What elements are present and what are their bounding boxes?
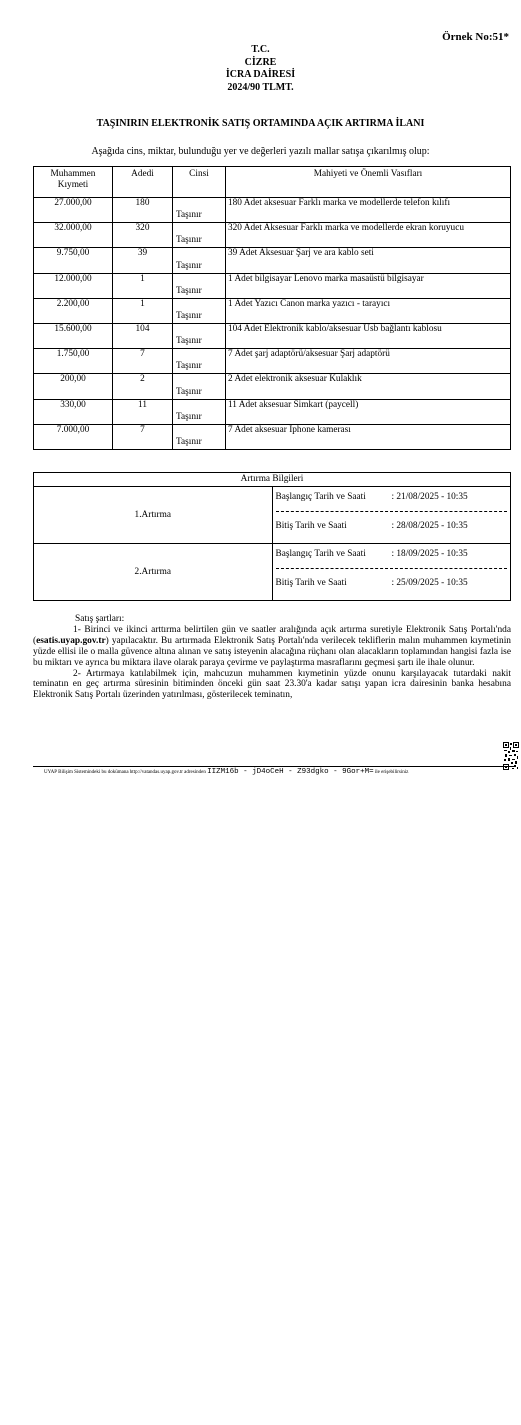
item-type: Taşınır bbox=[176, 310, 202, 321]
item-description: 39 Adet Aksesuar Şarj ve ara kablo seti bbox=[226, 248, 511, 273]
footer-suffix: ile erişebilirsiniz bbox=[374, 770, 409, 775]
item-qty: 7 bbox=[113, 349, 173, 374]
auction-end bbox=[276, 521, 468, 531]
auction-end bbox=[276, 578, 468, 588]
table-row bbox=[34, 424, 511, 449]
item-description: 7 Adet aksesuar Iphone kamerası bbox=[226, 424, 511, 449]
item-value: 12.000,00 bbox=[34, 273, 113, 298]
document-header bbox=[0, 44, 521, 94]
condition-2: 2- Artırmaya katılabilmek için, mahcuzun muhammen kıymetinin yüzde onunu karşılayacak tutardaki nakit teminatın en geç artırma süresinin bitiminden önceki gün saat 23.30'a kadar satışı yapan icra dairesinin banka hesabına Elektronik Satış Portalı üzerinden yatırılması, gösterilecek teminatın, bbox=[33, 668, 511, 701]
auction-round bbox=[34, 487, 511, 544]
item-value: 32.000,00 bbox=[34, 223, 113, 248]
start-label: Başlangıç Tarih ve Saati bbox=[275, 549, 366, 559]
item-description: 1 Adet bilgisayar Lenovo marka masaüstü bilgisayar bbox=[226, 273, 511, 298]
table-row bbox=[34, 298, 511, 323]
auction-start bbox=[276, 549, 468, 559]
item-type: Taşınır bbox=[176, 411, 202, 422]
item-description: 11 Adet aksesuar Simkart (paycell) bbox=[226, 399, 511, 424]
item-type: Taşınır bbox=[176, 361, 202, 372]
item-description: 104 Adet Elektronik kablo/aksesuar Usb bağlantı kablosu bbox=[226, 323, 511, 348]
condition-1: 1- Birinci ve ikinci arttırma belirtilen gün ve saatler aralığında açık artırma suretiyle Elektronik Satış Portalı'nda (esatis.uyap.gov.tr) yapılacaktır. Bu artırmada Elektronik Satış Portalı'nda verilecek tekliflerin malın muhammen kıymetinin yüzde ellisi ile o malla güvence altına alınan ve satış isteyenin alacağına rüçhanı olan alacakların toplamından hangisi fazla ise bu miktarı ve ayrıca bu miktara ilave olarak paraya çevirme ve paylaştırma masraflarını geçmesi şartı ile ihale olunur. bbox=[33, 624, 511, 668]
auction-info-table bbox=[33, 472, 511, 601]
auction-round bbox=[34, 544, 511, 601]
end-label: Bitiş Tarih ve Saati bbox=[275, 521, 347, 531]
footer-divider bbox=[33, 766, 514, 767]
col-header-type: Cinsi bbox=[173, 167, 226, 198]
item-description: 7 Adet şarj adaptörü/aksesuar Şarj adaptörü bbox=[226, 349, 511, 374]
item-type: Taşınır bbox=[176, 235, 202, 246]
item-description: 180 Adet aksesuar Farklı marka ve modellerde telefon kılıfı bbox=[226, 198, 511, 223]
footer bbox=[44, 768, 408, 776]
header-line-office: İCRA DAİRESİ bbox=[225, 69, 296, 80]
item-type: Taşınır bbox=[176, 386, 202, 397]
conditions-heading: Satış şartları: bbox=[75, 614, 125, 624]
item-value: 200,00 bbox=[34, 374, 113, 399]
item-value: 2.200,00 bbox=[34, 298, 113, 323]
table-row bbox=[34, 399, 511, 424]
table-row bbox=[34, 223, 511, 248]
sale-conditions bbox=[33, 614, 511, 701]
item-type: Taşınır bbox=[176, 436, 202, 447]
table-row bbox=[34, 248, 511, 273]
item-value: 1.750,00 bbox=[34, 349, 113, 374]
start-datetime: : 21/08/2025 - 10:35 bbox=[391, 492, 468, 502]
item-qty: 39 bbox=[113, 248, 173, 273]
col-header-qty: Adedi bbox=[113, 167, 173, 198]
start-label: Başlangıç Tarih ve Saati bbox=[275, 492, 366, 502]
item-value: 7.000,00 bbox=[34, 424, 113, 449]
portal-link[interactable]: esatis.uyap.gov.tr bbox=[36, 635, 106, 646]
item-qty: 180 bbox=[113, 198, 173, 223]
header-line-tc: T.C. bbox=[251, 44, 270, 55]
item-description: 320 Adet Aksesuar Farklı marka ve modellerde ekran koruyucu bbox=[226, 223, 511, 248]
end-datetime: : 28/08/2025 - 10:35 bbox=[391, 521, 468, 531]
col-header-description: Mahiyeti ve Önemli Vasıfları bbox=[226, 167, 511, 198]
item-qty: 2 bbox=[113, 374, 173, 399]
item-type: Taşınır bbox=[176, 210, 202, 221]
footer-prefix: UYAP Bilişim Sistemindeki bu dokümana http://vatandas.uyap.gov.tr adresinden bbox=[44, 770, 206, 775]
dashed-divider bbox=[276, 568, 508, 569]
item-value: 330,00 bbox=[34, 399, 113, 424]
auction-round-label: 1.Artırma bbox=[34, 487, 273, 544]
items-table-header bbox=[34, 167, 511, 198]
item-value: 27.000,00 bbox=[34, 198, 113, 223]
end-datetime: : 25/09/2025 - 10:35 bbox=[391, 578, 468, 588]
table-row bbox=[34, 374, 511, 399]
item-qty: 1 bbox=[113, 273, 173, 298]
item-description: 2 Adet elektronik aksesuar Kulaklık bbox=[226, 374, 511, 399]
table-row bbox=[34, 349, 511, 374]
item-qty: 11 bbox=[113, 399, 173, 424]
auction-info-header: Artırma Bilgileri bbox=[34, 473, 511, 487]
header-line-file-no: 2024/90 TLMT. bbox=[227, 81, 294, 93]
table-row bbox=[34, 198, 511, 223]
sample-number: Örnek No:51* bbox=[442, 31, 509, 43]
items-table bbox=[33, 166, 511, 450]
item-description: 1 Adet Yazıcı Canon marka yazıcı - tarayıcı bbox=[226, 298, 511, 323]
start-datetime: : 18/09/2025 - 10:35 bbox=[391, 549, 468, 559]
table-row bbox=[34, 323, 511, 348]
table-row bbox=[34, 273, 511, 298]
document-title: TAŞINIRIN ELEKTRONİK SATIŞ ORTAMINDA AÇIK ARTIRMA İLANI bbox=[96, 118, 425, 129]
item-value: 15.600,00 bbox=[34, 323, 113, 348]
auction-start bbox=[276, 492, 468, 502]
auction-round-label: 2.Artırma bbox=[34, 544, 273, 601]
header-line-city: CİZRE bbox=[244, 56, 277, 68]
item-type: Taşınır bbox=[176, 336, 202, 347]
item-qty: 1 bbox=[113, 298, 173, 323]
item-type: Taşınır bbox=[176, 260, 202, 271]
item-qty: 320 bbox=[113, 223, 173, 248]
item-qty: 7 bbox=[113, 424, 173, 449]
item-type: Taşınır bbox=[176, 285, 202, 296]
end-label: Bitiş Tarih ve Saati bbox=[275, 578, 347, 588]
item-qty: 104 bbox=[113, 323, 173, 348]
dashed-divider bbox=[276, 511, 508, 512]
intro-text: Aşağıda cins, miktar, bulunduğu yer ve değerleri yazılı mallar satışa çıkarılmış olup: bbox=[91, 146, 430, 157]
item-value: 9.750,00 bbox=[34, 248, 113, 273]
col-header-value: Muhammen Kıymeti bbox=[34, 167, 113, 198]
verification-code: IIZM16b - jD4oCeH - Z93dgko - 9Gor+M= bbox=[207, 768, 374, 776]
